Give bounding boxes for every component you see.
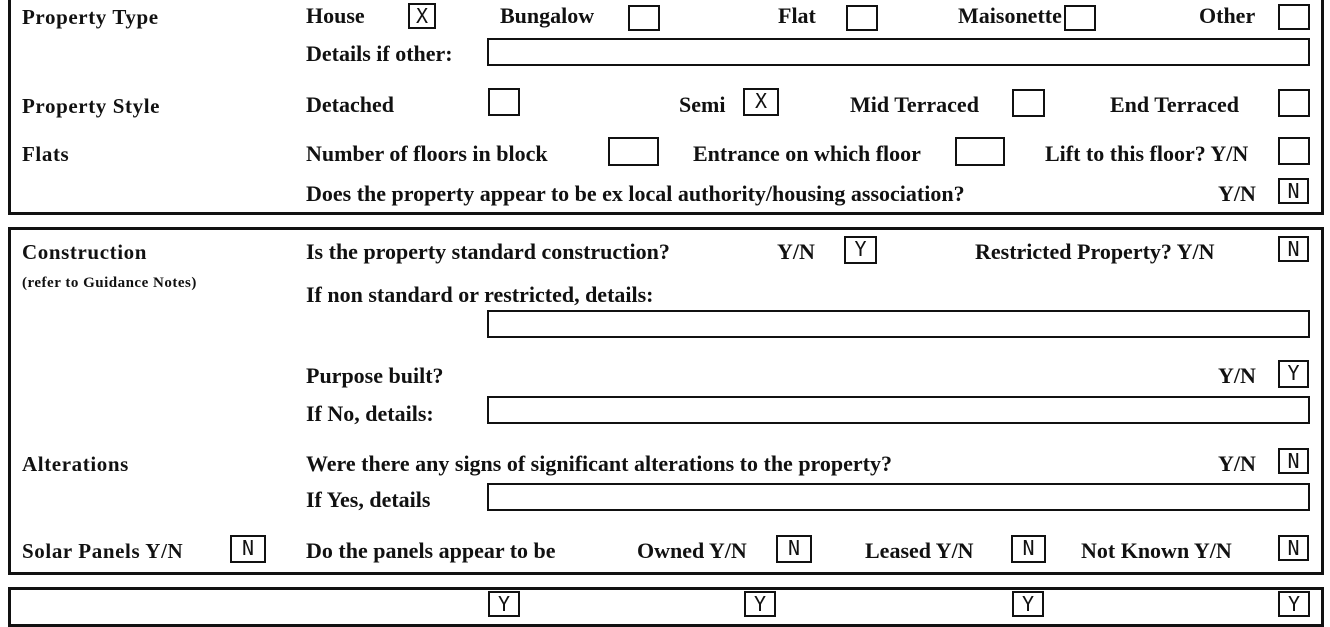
entrance-floor-box[interactable] xyxy=(955,137,1005,166)
solar-panels-label: Solar Panels Y/N xyxy=(22,539,184,563)
details-other-label: Details if other: xyxy=(306,41,453,66)
mid-terraced-checkbox[interactable] xyxy=(1012,89,1045,117)
lift-checkbox[interactable] xyxy=(1278,137,1310,165)
property-type-label: Property Type xyxy=(22,5,159,29)
details-other-field[interactable] xyxy=(487,38,1310,66)
purpose-built-yn: Y/N xyxy=(1218,363,1256,388)
non-standard-details-label: If non standard or restricted, details: xyxy=(306,282,654,307)
standard-yn: Y/N xyxy=(777,239,815,264)
end-terraced-checkbox[interactable] xyxy=(1278,89,1310,117)
flats-label: Flats xyxy=(22,142,70,166)
alterations-label: Alterations xyxy=(22,452,129,476)
if-yes-details-label: If Yes, details xyxy=(306,487,431,512)
flat-label: Flat xyxy=(778,3,816,28)
solar-panels-checkbox[interactable]: N xyxy=(230,535,266,563)
house-checkbox[interactable]: X xyxy=(408,3,436,29)
purpose-built-label: Purpose built? xyxy=(306,363,444,388)
not-known-label: Not Known Y/N xyxy=(1081,538,1232,563)
standard-checkbox[interactable]: Y xyxy=(844,236,877,264)
property-style-label: Property Style xyxy=(22,94,161,118)
alterations-question: Were there any signs of significant alterations to the property? xyxy=(306,451,893,476)
restricted-label: Restricted Property? Y/N xyxy=(975,239,1215,264)
construction-label: Construction xyxy=(22,240,148,264)
services-panel xyxy=(8,587,1324,627)
bungalow-checkbox[interactable] xyxy=(628,5,660,31)
services-box-3[interactable]: Y xyxy=(1012,591,1044,617)
services-box-2[interactable]: Y xyxy=(744,591,776,617)
flat-checkbox[interactable] xyxy=(846,5,878,31)
guidance-note: (refer to Guidance Notes) xyxy=(22,275,197,291)
end-terraced-label: End Terraced xyxy=(1110,92,1239,117)
if-no-details-label: If No, details: xyxy=(306,401,434,426)
owned-label: Owned Y/N xyxy=(637,538,747,563)
if-yes-details-field[interactable] xyxy=(487,483,1310,511)
maisonette-label: Maisonette xyxy=(958,3,1062,28)
standard-question: Is the property standard construction? xyxy=(306,239,670,264)
ex-authority-question: Does the property appear to be ex local authority/housing association? xyxy=(306,181,965,206)
services-box-1[interactable]: Y xyxy=(488,591,520,617)
purpose-built-checkbox[interactable]: Y xyxy=(1278,360,1309,388)
bungalow-label: Bungalow xyxy=(500,3,595,28)
other-label: Other xyxy=(1199,3,1256,28)
detached-checkbox[interactable] xyxy=(488,88,520,116)
ex-authority-checkbox[interactable]: N xyxy=(1278,178,1309,204)
leased-checkbox[interactable]: N xyxy=(1011,535,1046,563)
mid-terraced-label: Mid Terraced xyxy=(850,92,979,117)
maisonette-checkbox[interactable] xyxy=(1064,5,1096,31)
detached-label: Detached xyxy=(306,92,394,117)
leased-label: Leased Y/N xyxy=(865,538,974,563)
restricted-checkbox[interactable]: N xyxy=(1278,236,1309,262)
services-box-4[interactable]: Y xyxy=(1278,591,1310,617)
floors-in-block-box[interactable] xyxy=(608,137,659,166)
if-no-details-field[interactable] xyxy=(487,396,1310,424)
ex-authority-yn: Y/N xyxy=(1218,181,1256,206)
other-checkbox[interactable] xyxy=(1278,4,1310,30)
entrance-floor-label: Entrance on which floor xyxy=(693,141,921,166)
solar-question: Do the panels appear to be xyxy=(306,538,556,563)
owned-checkbox[interactable]: N xyxy=(776,535,812,563)
floors-in-block-label: Number of floors in block xyxy=(306,141,548,166)
not-known-checkbox[interactable]: N xyxy=(1278,535,1309,561)
non-standard-details-field[interactable] xyxy=(487,310,1310,338)
alterations-yn: Y/N xyxy=(1218,451,1256,476)
semi-checkbox[interactable]: X xyxy=(743,88,779,116)
alterations-checkbox[interactable]: N xyxy=(1278,448,1309,474)
semi-label: Semi xyxy=(679,92,726,117)
house-label: House xyxy=(306,3,365,28)
lift-label: Lift to this floor? Y/N xyxy=(1045,141,1249,166)
